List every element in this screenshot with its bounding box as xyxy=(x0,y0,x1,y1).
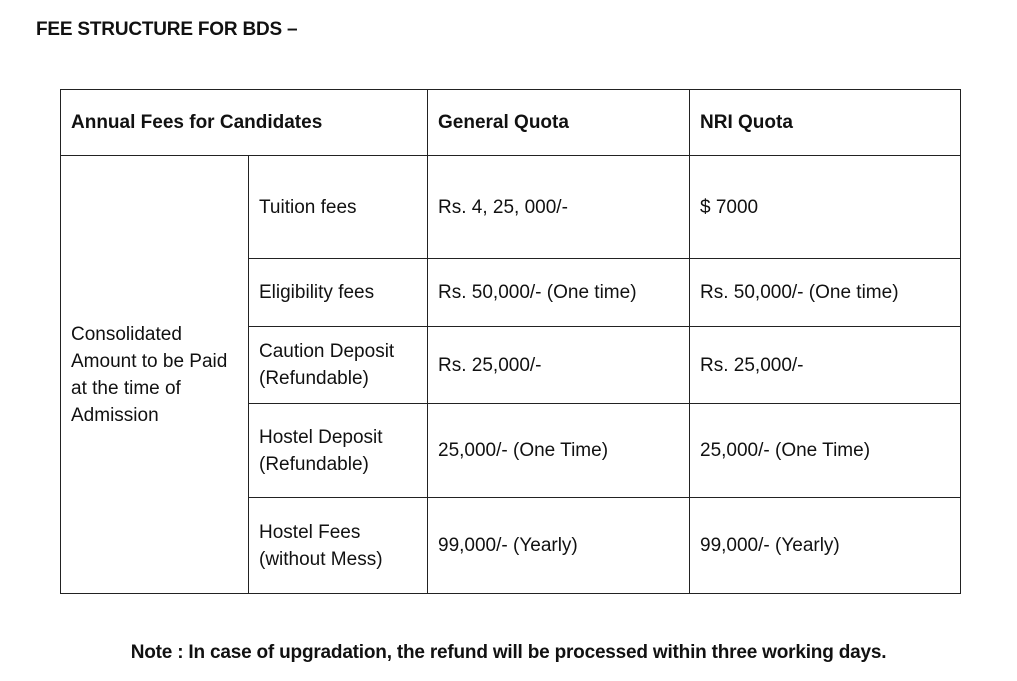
row-label: Hostel Deposit (Refundable) xyxy=(249,404,428,498)
row-label: Tuition fees xyxy=(249,156,428,259)
nri-quota-value: $ 7000 xyxy=(690,156,961,259)
general-quota-value: Rs. 25,000/- xyxy=(428,327,690,404)
general-quota-value: 99,000/- (Yearly) xyxy=(428,498,690,594)
fee-table xyxy=(60,89,961,594)
general-quota-value: Rs. 4, 25, 000/- xyxy=(428,156,690,259)
row-label: Caution Deposit (Refundable) xyxy=(249,327,428,404)
nri-quota-value: Rs. 50,000/- (One time) xyxy=(690,259,961,327)
row-label: Hostel Fees (without Mess) xyxy=(249,498,428,594)
general-quota-value: 25,000/- (One Time) xyxy=(428,404,690,498)
row-label: Eligibility fees xyxy=(249,259,428,327)
table-header-row xyxy=(61,90,961,156)
nri-quota-value: 99,000/- (Yearly) xyxy=(690,498,961,594)
header-nri-quota: NRI Quota xyxy=(690,90,961,156)
header-annual-fees: Annual Fees for Candidates xyxy=(61,90,428,156)
general-quota-value: Rs. 50,000/- (One time) xyxy=(428,259,690,327)
nri-quota-value: 25,000/- (One Time) xyxy=(690,404,961,498)
table-row xyxy=(61,156,961,259)
nri-quota-value: Rs. 25,000/- xyxy=(690,327,961,404)
page-title: FEE STRUCTURE FOR BDS – xyxy=(36,19,298,40)
footer-note: Note : In case of upgradation, the refund will be processed within three working days. xyxy=(130,642,887,663)
group-label-cell: Consolidated Amount to be Paid at the time of Admission xyxy=(61,156,249,594)
header-general-quota: General Quota xyxy=(428,90,690,156)
